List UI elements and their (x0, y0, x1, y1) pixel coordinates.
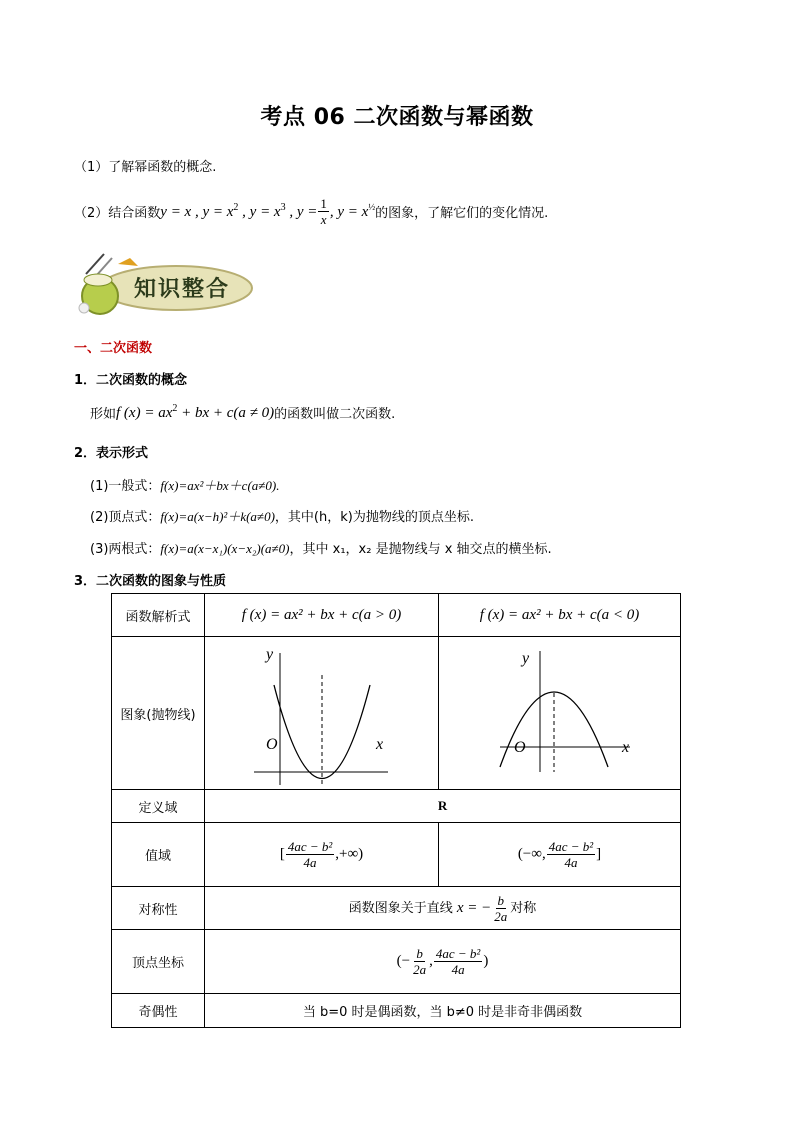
form-roots-label: (3)两根式： (90, 542, 161, 557)
vertex-open: (− (396, 953, 411, 969)
origin-label: O (265, 736, 278, 753)
form-general-expr: f(x)=ax²＋bx＋c(a≠0). (160, 478, 280, 493)
knowledge-banner (72, 248, 256, 318)
concept-heading: 1．二次函数的概念 (74, 373, 188, 388)
origin-label: O (513, 739, 526, 756)
row-label-symmetry: 对称性 (112, 887, 205, 930)
row-label-formula: 函数解析式 (112, 594, 205, 637)
y-axis-label: y (265, 646, 273, 663)
range-positive-close: ,+∞) (335, 846, 364, 862)
parity-value: 当 b=0 时是偶函数，当 b≠0 时是非奇非偶函数 (205, 994, 681, 1028)
row-label-domain: 定义域 (112, 790, 205, 823)
objective-2 (74, 196, 548, 227)
symmetry-value (205, 887, 681, 930)
concept-body-prefix: 形如 (90, 407, 117, 422)
form-roots-expr: f(x)=a(x−x₁)(x−x₂)(a≠0) (160, 541, 290, 556)
table-row (112, 637, 681, 790)
objective-2-suffix: 的图象，了解它们的变化情况. (375, 206, 549, 221)
vertex-x-fraction (411, 946, 428, 977)
form-vertex-label: (2)顶点式： (90, 510, 161, 525)
table-row (112, 594, 681, 637)
function-list: y = x , $y = x^2$ , $y = x^3$ , y = (160, 202, 318, 220)
formula-negative: f (x) = ax² + bx + c(a < 0) (439, 594, 681, 637)
range-fraction (547, 839, 595, 870)
upward-parabola-graph (206, 637, 438, 785)
table-row (112, 994, 681, 1028)
concept-body (90, 403, 395, 422)
concept-body-suffix: 的函数叫做二次函数. (274, 407, 396, 422)
function-sqrt: , $y = x^{\frac{1}{2}}$ (329, 202, 376, 220)
range-negative-open: (−∞, (517, 846, 546, 862)
page-title: 考点 06 二次函数与幂函数 (260, 105, 534, 130)
range-negative-close: ] (596, 846, 602, 862)
quadratic-definition: f $(x) = ax^2$ + bx + c(a ≠ 0) (116, 403, 275, 421)
fraction-denominator: 4a (564, 855, 578, 870)
row-label-graph: 图象(抛物线) (112, 637, 205, 790)
row-label-vertex: 顶点坐标 (112, 930, 205, 994)
range-negative (439, 823, 681, 887)
range-positive (205, 823, 439, 887)
fraction-denominator: 2a (494, 908, 508, 924)
x-axis-label: x (375, 736, 383, 753)
symmetry-x: x = − (456, 899, 492, 916)
form-roots (90, 538, 552, 557)
row-label-parity: 奇偶性 (112, 994, 205, 1028)
form-vertex-expr: f(x)=a(x−h)²＋k(a≠0) (160, 509, 275, 524)
range-fraction (286, 839, 334, 870)
fraction-numerator: b (416, 946, 423, 961)
vertex-value: (− $\frac{b}{2a}$ , $\frac{\text{4ac − b²}}{4a}$ ) (205, 930, 681, 994)
formula-positive: f (x) = ax² + bx + c(a > 0) (205, 594, 439, 637)
banner-title: 知识整合 (134, 277, 231, 302)
form-general (90, 475, 280, 494)
fraction-denominator: 4a (303, 855, 317, 870)
range-positive-open: [ (279, 846, 285, 862)
table-row (112, 790, 681, 823)
form-roots-note: ，其中 x₁，x₂ 是抛物线与 x 轴交点的横坐标. (289, 542, 552, 557)
fraction-numerator: 4ac − b² (435, 946, 481, 961)
symmetry-prefix: 函数图象关于直线 (348, 900, 453, 916)
downward-parabola-graph (440, 637, 680, 785)
fraction-one-over-x: $\frac{1}{x}$ (320, 196, 327, 227)
form-vertex-note: ，其中(h，k)为抛物线的顶点坐标. (274, 510, 474, 525)
fraction-denominator: 2a (413, 962, 427, 977)
fraction-denominator: 4a (451, 962, 465, 977)
graph-negative-cell (439, 637, 681, 790)
properties-table (111, 593, 681, 1028)
section-heading: 一、二次函数 (74, 341, 153, 356)
row-label-range: 值域 (112, 823, 205, 887)
objective-2-prefix: （2）结合函数 (74, 206, 161, 221)
x-axis-label: x (621, 739, 629, 756)
table-row (112, 823, 681, 887)
symmetry-fraction (492, 893, 509, 924)
objective-1: （1）了解幂函数的概念. (74, 160, 217, 175)
vertex-close: ) (483, 953, 489, 969)
graph-positive-cell (205, 637, 439, 790)
fraction-numerator: 4ac − b² (287, 839, 333, 854)
fraction-numerator: 4ac − b² (548, 839, 594, 854)
table-row (112, 887, 681, 930)
table-row (112, 930, 681, 994)
vertex-y-fraction (434, 946, 482, 977)
fraction-numerator: b (497, 892, 505, 908)
graph-section-heading: 3．二次函数的图象与性质 (74, 574, 227, 589)
forms-heading: 2．表示形式 (74, 446, 149, 461)
y-axis-label: y (521, 650, 529, 667)
domain-value: R (205, 790, 681, 823)
form-general-label: (1)一般式： (90, 479, 161, 494)
symmetry-suffix: 对称 (510, 900, 537, 916)
form-vertex (90, 506, 474, 525)
